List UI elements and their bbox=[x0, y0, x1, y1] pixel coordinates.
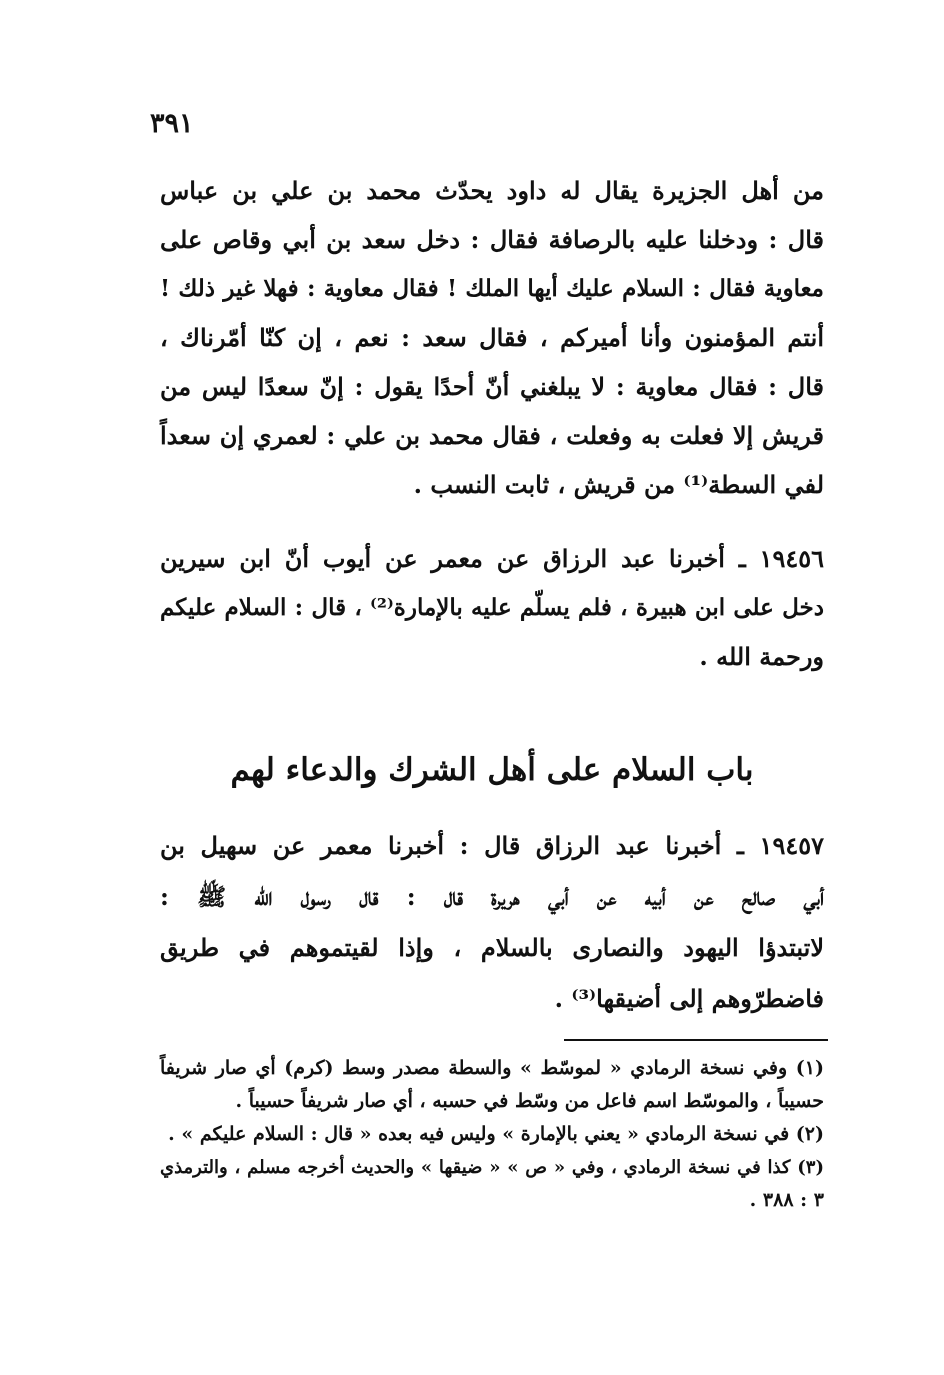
text-line: من أهل الجزيرة يقال له داود يحدّث محمد بن علي بن عباس bbox=[160, 176, 824, 205]
text-line: قال : ودخلنا عليه بالرصافة فقال : دخل سعد بن أبي وقاص على bbox=[160, 225, 824, 254]
text-line: فاضطرّوهم إلى أضيقها⁽³⁾ . bbox=[554, 984, 824, 1013]
footnote-line: (٢) في نسخة الرمادي « يعني بالإمارة » وليس فيه بعده « قال : السلام عليكم » . bbox=[168, 1123, 824, 1145]
footnote-line: ٣ : ٣٨٨ . bbox=[749, 1189, 824, 1211]
footnotes bbox=[160, 1052, 824, 1217]
text-line: قال : فقال معاوية : لا يبلغني أنّ أحدًا يقول : إنّ سعدًا ليس من bbox=[160, 372, 824, 401]
hadith-19457 bbox=[160, 820, 824, 1024]
footnote-separator bbox=[564, 1039, 828, 1041]
chapter-heading: باب السلام على أهل الشرك والدعاء لهم bbox=[230, 752, 754, 788]
text-line: ١٩٤٥٦ ـ أخبرنا عبد الرزاق عن معمر عن أيوب أنّ ابن سيرين bbox=[160, 544, 824, 573]
text-line: دخل على ابن هبيرة ، فلم يسلّم عليه بالإمارة⁽²⁾ ، قال : السلام عليكم bbox=[160, 594, 824, 621]
text-line: ورحمة الله . bbox=[699, 642, 824, 671]
hadith-19456 bbox=[160, 534, 824, 681]
footnote-line: (١) وفي نسخة الرمادي « لموسّط » والسطة مصدر وسط (كرم) أي صار شريفاً bbox=[160, 1057, 824, 1079]
page-number: ٣٩١ bbox=[150, 108, 194, 139]
text-line: لفي السطة⁽¹⁾ من قريش ، ثابت النسب . bbox=[413, 470, 824, 499]
footnote-line: حسيباً ، والموسّط اسم فاعل من وسّط في حسبه ، أي صار شريفاً حسيباً . bbox=[235, 1090, 824, 1112]
text-line: لاتبتدؤا اليهود والنصارى بالسلام ، وإذا لقيتموهم في طريق bbox=[160, 933, 824, 962]
text-line: ١٩٤٥٧ ـ أخبرنا عبد الرزاق قال : أخبرنا معمر عن سهيل بن bbox=[160, 831, 824, 860]
text-line: أبي صالح عن أبيه عن أبي هريرة قال : قال رسول الله ﷺ : bbox=[160, 882, 825, 911]
text-line: قريش إلا فعلت به وفعلت ، فقال محمد بن علي : لعمري إن سعداً bbox=[160, 421, 824, 450]
paragraph-narration bbox=[160, 166, 824, 509]
text-line: معاوية فقال : السلام عليك أيها الملك ! فقال معاوية : فهلا غير ذلك ! bbox=[160, 275, 824, 302]
footnote-line: (٣) كذا في نسخة الرمادي ، وفي « ص » « ضيقها » والحديث أخرجه مسلم ، والترمذي bbox=[160, 1157, 824, 1178]
text-line: أنتم المؤمنون وأنا أميركم ، فقال سعد : نعم ، إن كنّا أمّرناك ، bbox=[160, 323, 824, 352]
